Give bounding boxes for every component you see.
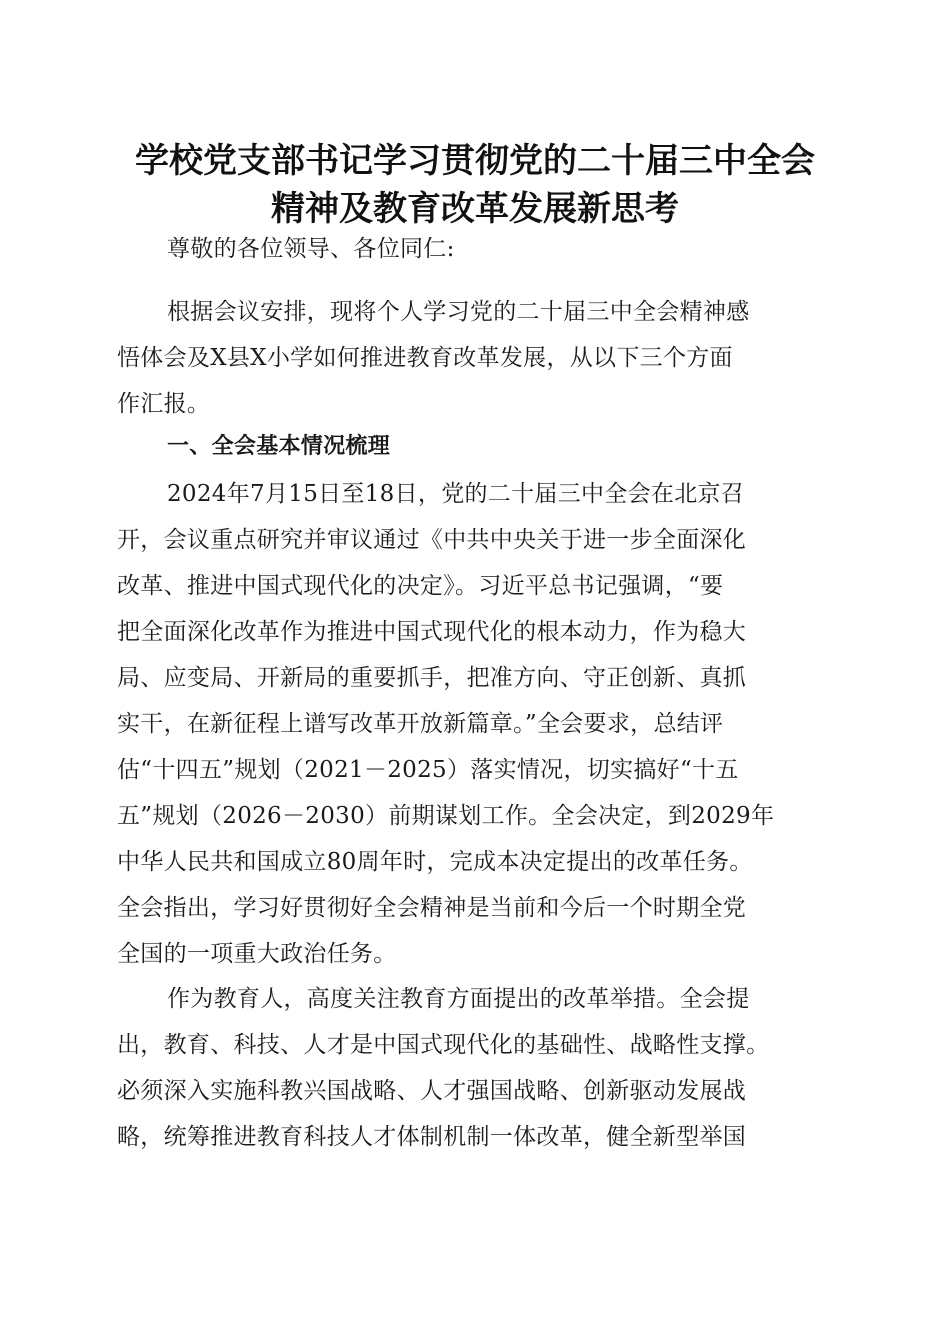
body-line: 2024年7月15日至18日，党的二十届三中全会在北京召 [167,481,745,507]
body-line: 必须深入实施科教兴国战略、人才强国战略、创新驱动发展战 [117,1078,747,1104]
body-line: 作为教育人，高度关注教育方面提出的改革举措。全会提 [167,986,750,1012]
body-line: 作汇报。 [117,391,211,417]
salutation: 尊敬的各位领导、各位同仁: [167,236,455,262]
body-line: 局、应变局、开新局的重要抓手，把准方向、守正创新、真抓 [117,665,747,691]
section-heading: 一、全会基本情况梳理 [167,434,391,459]
body-line: 开，会议重点研究并审议通过《中共中央关于进一步全面深化 [117,527,747,553]
body-line: 全国的一项重大政治任务。 [117,941,397,967]
body-line: 中华人民共和国成立80周年时，完成本决定提出的改革任务。 [117,849,753,875]
body-line: 估“十四五”规划（2021－2025）落实情况，切实搞好“十五 [117,757,739,783]
body-line: 根据会议安排，现将个人学习党的二十届三中全会精神感 [167,299,750,325]
body-line: 全会指出，学习好贯彻好全会精神是当前和今后一个时期全党 [117,895,747,921]
document-title-line-1: 学校党支部书记学习贯彻党的二十届三中全会 [135,141,815,181]
body-line: 五”规划（2026－2030）前期谋划工作。全会决定，到2029年 [117,803,775,829]
document-title-line-2: 精神及教育改革发展新思考 [271,189,679,229]
body-line: 出，教育、科技、人才是中国式现代化的基础性、战略性支撑。 [117,1032,770,1058]
body-line: 略，统筹推进教育科技人才体制机制一体改革，健全新型举国 [117,1124,747,1150]
body-line: 悟体会及X县X小学如何推进教育改革发展，从以下三个方面 [117,345,733,371]
body-line: 把全面深化改革作为推进中国式现代化的根本动力，作为稳大 [117,619,747,645]
body-line: 改革、推进中国式现代化的决定》。习近平总书记强调，“要 [117,573,724,599]
body-line: 实干，在新征程上谱写改革开放新篇章。”全会要求，总结评 [117,711,724,737]
